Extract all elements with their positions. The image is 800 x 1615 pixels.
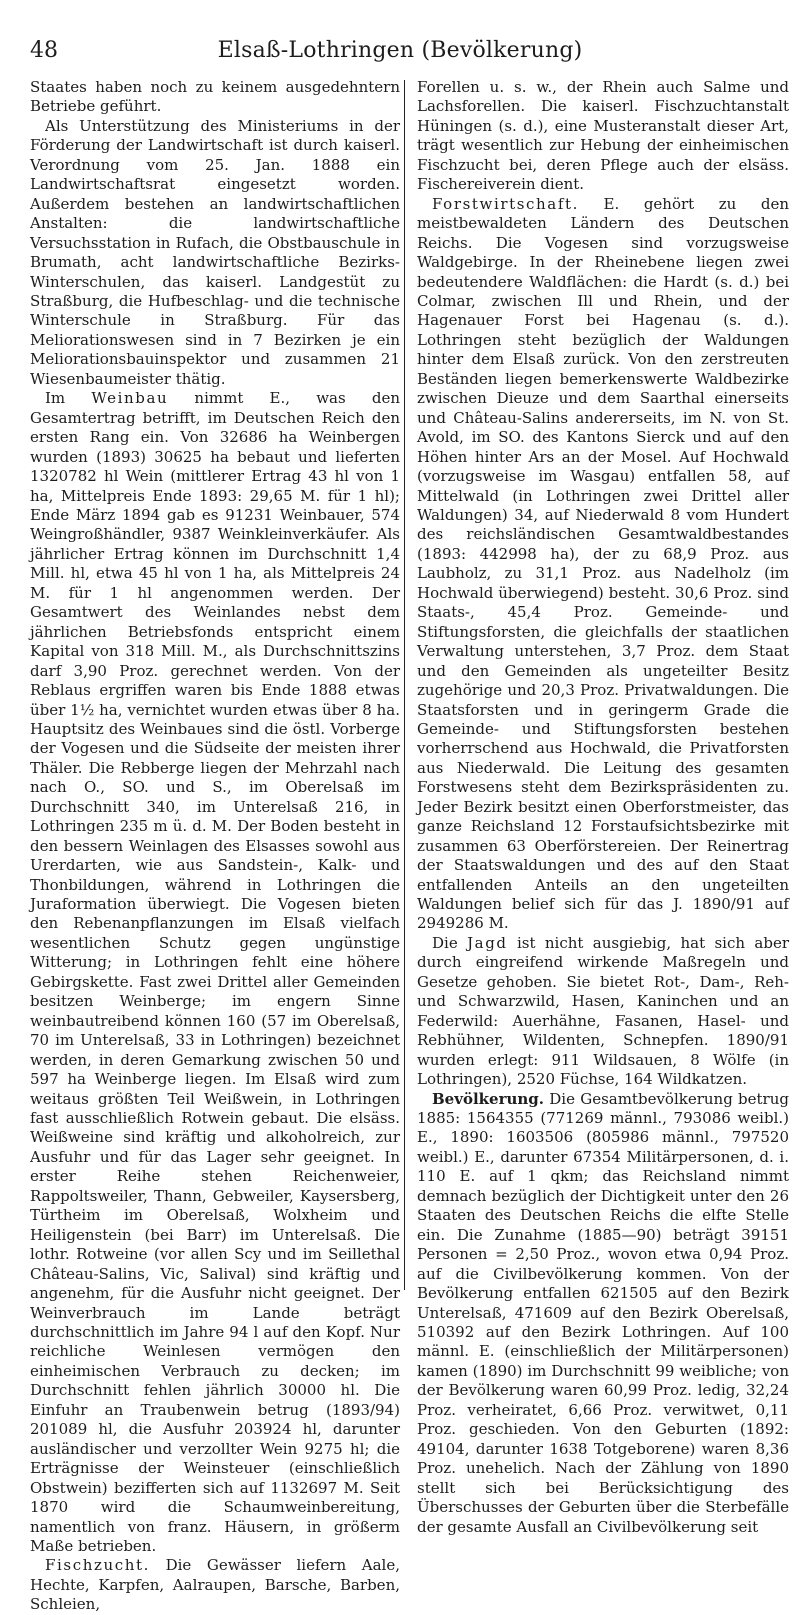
section-heading-weinbau: Weinbau bbox=[91, 389, 169, 408]
paragraph-text: E. gehört zu den meistbewaldeten Ländern des Deutschen Reichs. Die Vogesen sind vorzugsweise Waldgebirge. In der Rheinebene liegen zwei bedeutendere Waldflächen: die Hardt (s. d.) bei Colmar, zwischen Ill und Rhein, und der Hagenauer Forst bei Hagenau (s. d.). Lothringen steht bezüglich der Waldungen hinter dem Elsaß zurück. Von den zerstreuten Beständen liegen bemerkenswerte Waldbezirke zwischen Dieuze und dem Saarthal einerseits und Château-Salins andererseits, im N. von St. Avold, im SO. des Kantons Sierck und auf den Höhen hinter Ars an der Mosel. Auf Hochwald (vorzugsweise im Wasgau) entfallen 58, auf Mittelwald (in Lothringen zwei Drittel aller Waldungen) 34, auf Niederwald 8 vom Hundert des reichsländischen Gesamtwaldbestandes (1893: 442998 ha), der zu 68,9 Proz. aus Laubholz, zu 31,1 Proz. aus Nadelholz (im Hochwald überwiegend) besteht. 30,6 Proz. sind Staats-, 45,4 Proz. Gemeinde- und Stiftungsforsten, die gleichfalls der staatlichen Verwaltung unterstehen, 3,7 Proz. dem Staat und den Gemeinden als ungeteilter Besitz zugehörige und 20,3 Proz. Privatwaldungen. Die Staatsforsten und in geringerm Grade die Gemeinde- und Stiftungsforsten bestehen vorherrschend aus Hochwald, die Privatforsten aus Niederwald. Die Leitung des gesamten Forstwesens steht dem Bezirkspräsidenten zu. Jeder Bezirk besitzt einen Oberforstmeister, das ganze Reichsland 12 Forstaufsichtsbezirke mit zusammen 63 Oberförstereien. Der Reinertrag der Staatswaldungen und des auf den Staat entfallenden Anteils an den ungeteilten Waldungen belief sich für das J. 1890/91 auf 2949286 M. bbox=[417, 194, 789, 933]
paragraph-text: Die Gesamtbevölkerung betrug 1885: 1564355 (771269 männl., 793086 weibl.) E., 1890: 1603506 (805986 männl., 797520 weibl.) E., darunter 67354 Militärpersonen, d. i. 110 E. auf 1 qkm; das Reichsland nimmt demnach bezüglich der Dichtigkeit unter den 26 Staaten des Deutschen Reichs die elfte Stelle ein. Die Zunahme (1885—90) beträgt 39151 Personen = 2,50 Proz., wovon etwa 0,94 Proz. auf die Civilbevölkerung kommen. Von der Bevölkerung entfallen 621505 auf den Bezirk Unterelsaß, 471609 auf den Bezirk Oberelsaß, 510392 auf den Bezirk Lothringen. Auf 100 männl. E. (einschließlich der Militärpersonen) kamen (1890) im Durchschnitt 99 weibliche; von der Bevölkerung waren 60,99 Proz. ledig, 32,24 Proz. verheiratet, 6,66 Proz. verwitwet, 0,11 Proz. geschieden. Von den Geburten (1892: 49104, darunter 1638 Totgeborene) waren 8,36 Proz. unehelich. Nach der Zählung von 1890 stellt sich bei Berücksichtigung des Überschusses der Geburten über die Sterbefälle der gesamte Ausfall an Civilbevölkerung seit bbox=[417, 1089, 789, 1536]
paragraph-text: Die Gewässer liefern Aale, Hechte, Karpfen, Aalraupen, Barsche, Barben, Schleien, bbox=[30, 1556, 400, 1614]
paragraph-text: ist nicht ausgiebig, hat sich aber durch eingreifend wirkende Maßregeln und Gesetze gehoben. Sie bietet Rot-, Dam-, Reh- und Schwarzwild, Hasen, Kaninchen und an Federwild: Auerhähne, Fasanen, Hasel- und Rebhühner, Wildenten, Schnepfen. 1890/91 wurden erlegt: 911 Wildsauen, 8 Wölfe (in Lothringen), 2520 Füchse, 164 Wildkatzen. bbox=[417, 933, 789, 1089]
paragraph bbox=[417, 934, 789, 1090]
paragraph bbox=[417, 1090, 789, 1537]
section-heading-fischzucht: Fischzucht. bbox=[45, 1556, 150, 1575]
paragraph-text: nimmt E., was den Gesamtertrag betrifft, im Deutschen Reich den ersten Rang ein. Von 32686 ha Weinbergen wurden (1893) 30625 ha bebaut und lieferten 1320782 hl Wein (mittlerer Ertrag 43 hl von 1 ha, Mittelpreis Ende 1893: 29,65 M. für 1 hl); Ende März 1894 gab es 91231 Weinbauer, 574 Weingroßhändler, 9387 Weinkleinverkäufer. Als jährlicher Ertrag können im Durchschnitt 1,4 Mill. hl, etwa 45 hl von 1 ha, als Mittelpreis 24 M. für 1 hl angenommen werden. Der Gesamtwert des Weinlandes nebst dem jährlichen Betriebsfonds entspricht einem Kapital von 318 Mill. M., als Durchschnittszins darf 3,90 Proz. gerechnet werden. Von der Reblaus ergriffen waren bis Ende 1888 etwas über 1½ ha, vernichtet wurden etwas über 8 ha. Hauptsitz des Weinbaues sind die östl. Vorberge der Vogesen und die Südseite der meisten ihrer Thäler. Die Rebberge liegen der Mehrzahl nach nach O., SO. und S., im Oberelsaß im Durchschnitt 340, im Unterelsaß 216, in Lothringen 235 m ü. d. M. Der Boden besteht in den bessern Weinlagen des Elsasses sowohl aus Urerdarten, wie aus Sandstein-, Kalk- und Thonbildungen, während in Lothringen die Juraformation überwiegt. Die Vogesen bieten den Rebenanpflanzungen im Elsaß vielfach wesentlichen Schutz gegen ungünstige Witterung; in Lothringen fehlt eine höhere Gebirgskette. Fast zwei Drittel aller Gemeinden besitzen Weinberge; im engern Sinne weinbautreibend können 160 (57 im Oberelsaß, 70 im Unterelsaß, 33 in Lothringen) bezeichnet werden, in deren Gemarkung zwischen 50 und 597 ha Weinberge liegen. Im Elsaß wird zum weitaus größten Teil Weißwein, in Lothringen fast ausschließlich Rotwein gebaut. Die elsäss. Weißweine sind kräftig und alkoholreich, zur Ausfuhr und für das Lager sehr geeignet. In erster Reihe stehen Reichenweier, Rappoltsweiler, Thann, Gebweiler, Kaysersberg, Türtheim im Oberelsaß, Wolxheim und Heiligenstein (bei Barr) im Unterelsaß. Die lothr. Rotweine (vor allen Scy und im Seillethal Château-Salins, Vic, Salival) sind kräftig und angenehm, für die Ausfuhr nicht geeignet. Der Weinverbrauch im Lande beträgt durchschnittlich im Jahre 94 l auf den Kopf. Nur reichliche Weinlesen vermögen den einheimischen Verbrauch zu decken; im Durchschnitt fehlen jährlich 30000 hl. Die Einfuhr an Traubenwein betrug (1893/94) 201089 hl, die Ausfuhr 203924 hl, darunter ausländischer und verzollter Wein 9275 hl; die Erträgnisse der Weinsteuer (einschließlich Obstwein) bezifferten sich auf 1132697 M. Seit 1870 wird die Schaumweinbereitung, namentlich von franz. Häusern, in größerm Maße betrieben. bbox=[30, 389, 400, 1555]
running-title: Elsaß-Lothringen (Bevölkerung) bbox=[217, 38, 583, 63]
paragraph bbox=[417, 195, 789, 934]
paragraph-text: Forellen u. s. w., der Rhein auch Salme und Lachsforellen. Die kaiserl. Fischzuchtanstalt Hüningen (s. d.), eine Musteranstalt dieser Art, trägt wesentlich zur Hebung der einheimischen Fischzucht bei, deren Pflege auch der elsäss. Fischereiverein dient. bbox=[417, 78, 789, 194]
left-column bbox=[30, 78, 400, 1614]
column-divider bbox=[404, 80, 405, 1290]
paragraph-text: Die bbox=[432, 933, 468, 952]
paragraph-text: Staates haben noch zu keinem ausgedehntern Betriebe geführt. bbox=[30, 78, 400, 116]
paragraph bbox=[30, 78, 400, 117]
paragraph bbox=[30, 389, 400, 1556]
page-number: 48 bbox=[30, 38, 58, 63]
section-heading-jagd: Jagd bbox=[467, 933, 508, 952]
page-header bbox=[0, 36, 800, 76]
paragraph-text: Im bbox=[45, 389, 92, 408]
section-heading-forstwirtschaft: Forstwirtschaft. bbox=[432, 194, 579, 213]
paragraph bbox=[30, 1556, 400, 1614]
paragraph bbox=[30, 117, 400, 389]
section-heading-bevoelkerung: Bevölkerung. bbox=[432, 1089, 545, 1108]
right-column bbox=[417, 78, 789, 1536]
paragraph bbox=[417, 78, 789, 195]
paragraph-text: Als Unterstützung des Ministeriums in der Förderung der Landwirtschaft ist durch kaiserl. Verordnung vom 25. Jan. 1888 ein Landwirtschaftsrat eingesetzt worden. Außerdem bestehen an landwirtschaftlichen Anstalten: die landwirtschaftliche Versuchsstation in Rufach, die Obstbauschule in Brumath, acht landwirtschaftliche Bezirks-Winterschulen, das kaiserl. Landgestüt zu Straßburg, die Hufbeschlag- und die technische Winterschule in Straßburg. Für das Meliorationswesen sind in 7 Bezirken je ein Meliorationsbauinspektor und zusammen 21 Wiesenbaumeister thätig. bbox=[30, 116, 400, 388]
